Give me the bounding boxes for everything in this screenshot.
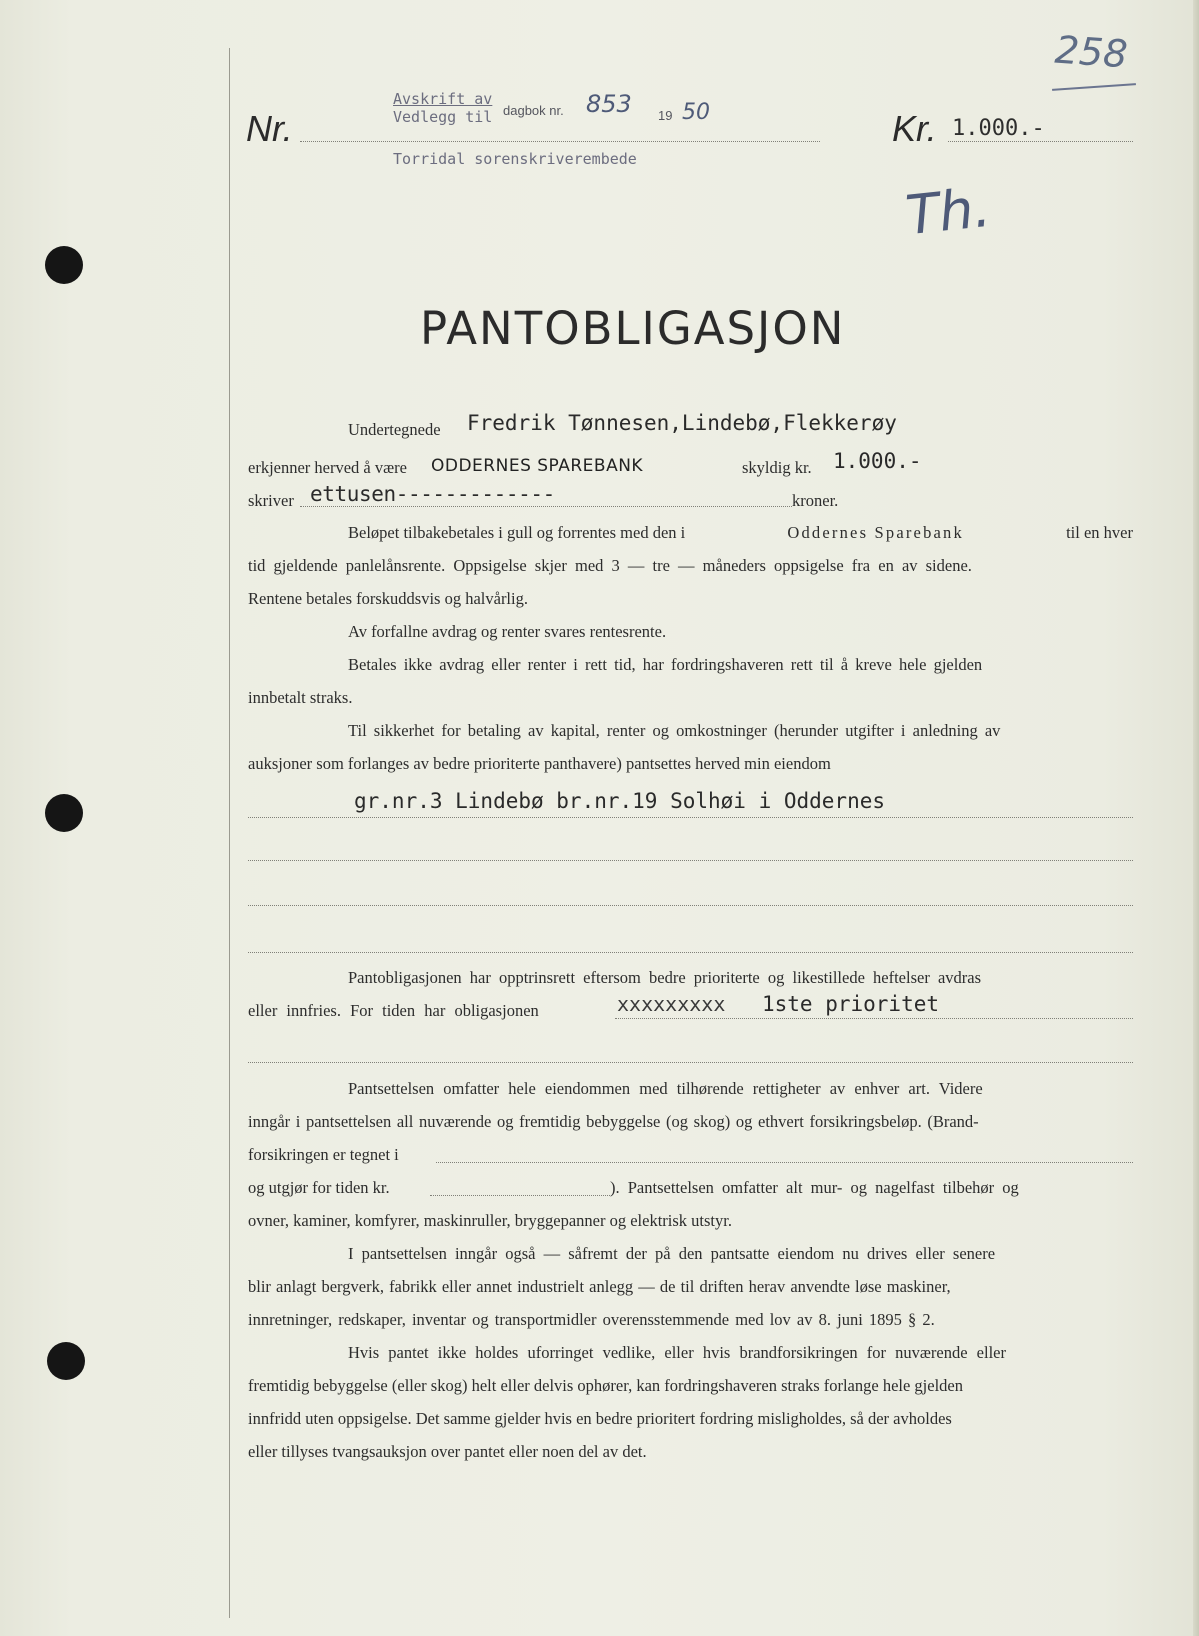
property-dotline-1 [248,817,1133,818]
stamp-dagbok-label: dagbok nr. [503,103,564,118]
para1-line2: tid gjeldende panlelånsrente. Oppsigelse skjer med 3 — tre — måneders oppsigelse fra en av sidene. [248,556,972,575]
dagbok-number: 853 [586,90,632,118]
bank-name: ODDERNES SPAREBANK [431,456,644,476]
punch-hole-top [45,246,83,284]
nr-label: Nr. [246,108,293,149]
para1-line1-a: Beløpet tilbakebetales i gull og forrentes med den i [348,523,686,542]
handwritten-initials: Th. [902,175,994,248]
para3-line1: Betales ikke avdrag eller renter i rett tid, har fordringshaveren rett til å kreve hele gjelden [348,655,983,674]
para1-line3: Rentene betales forskuddsvis og halvårlig. [248,589,528,608]
kr-label: Kr. [892,108,937,149]
para5-dotline [248,1062,1133,1063]
page-edge [1193,0,1199,1636]
priority: 1ste prioritet [762,992,940,1016]
property-dotline-3 [248,905,1133,906]
para6-line4-a: og utgjør for tiden kr. [248,1178,390,1197]
insurance-dotline [436,1162,1133,1163]
owes-label: skyldig kr. [742,458,812,477]
para8-line1: Hvis pantet ikke holdes uforringet vedlike, eller hvis brandforsikringen for nuværende eller [348,1343,1006,1362]
para1-line1-bank: Oddernes Sparebank [787,523,964,542]
document-title: PANTOBLIGASJON [420,302,846,355]
para2: Av forfallne avdrag og renter svares rentesrente. [348,622,667,641]
kr-dotline [948,141,1133,142]
para4-line2: auksjoner som forlanges av bedre prioriterte panthavere) pantsettes herved min eiendom [248,754,831,773]
para6-line2: inngår i pantsettelsen all nuværende og fremtidig bebyggelse (og skog) og ethvert forsikringsbeløp. (Brand- [248,1112,979,1131]
margin-rule [229,48,230,1618]
struck-priority: xxxxxxxxx [617,992,726,1016]
para1-line1 [348,523,1133,543]
para7-line2: blir anlagt bergverk, fabrikk eller annet industrielt anlegg — de til driften herav anvendte løse maskiner, [248,1277,951,1296]
nr-dotline [300,141,820,142]
priority-dotline [615,1018,1133,1019]
value-dotline [430,1195,610,1196]
acknowledge-prefix: erkjenner herved å være [248,458,407,477]
para6-line5: ovner, kaminer, komfyrer, maskinruller, bryggepanner og elektrisk utstyr. [248,1211,732,1230]
year-suffix: 50 [682,100,710,125]
writes-prefix: skriver [248,491,294,510]
para7-line3: innretninger, redskaper, inventar og transportmidler overensstemmende med lov av 8. juni 1895 § 2. [248,1310,935,1329]
para5-line1: Pantobligasjonen har opptrinsrett eftersom bedre prioriterte og likestillede heftelser avdras [348,968,982,987]
para4-line1: Til sikkerhet for betaling av kapital, renter og omkostninger (herunder utgifter i anledning av [348,721,1001,740]
writes-suffix: kroner. [792,491,839,510]
words-dotline [300,506,792,507]
para7-line1: I pantsettelsen inngår også — såfremt der på den pantsatte eiendom nu drives eller senere [348,1244,996,1263]
property-dotline-2 [248,860,1133,861]
property-description: gr.nr.3 Lindebø br.nr.19 Solhøi i Oddernes [354,789,886,813]
amount-in-words: ettusen------------- [310,482,555,506]
para6-line4-b: ). Pantsettelsen omfatter alt mur- og nagelfast tilbehør og [610,1178,1019,1197]
debtor-name: Fredrik Tønnesen,Lindebø,Flekkerøy [467,411,897,435]
para8-line4: eller tillyses tvangsauksjon over pantet eller noen del av det. [248,1442,647,1461]
punch-hole-middle [45,794,83,832]
para6-line1: Pantsettelsen omfatter hele eiendommen med tilhørende rettigheter av enhver art. Videre [348,1079,983,1098]
stamp-line-1: Avskrift av [393,90,493,108]
property-dotline-4 [248,952,1133,953]
page-number: 258 [1053,27,1129,77]
para1-line1-c: til en hver [1066,523,1133,542]
para8-line2: fremtidig bebyggelse (eller skog) helt eller delvis ophører, kan fordringshaveren straks forlange hele gjelden [248,1376,964,1395]
debtor-label: Undertegnede [348,420,441,439]
para3-line2: innbetalt straks. [248,688,353,707]
para6-line3: forsikringen er tegnet i [248,1145,399,1164]
owed-amount: 1.000.- [833,449,922,473]
punch-hole-bottom [47,1342,85,1380]
kr-amount: 1.000.- [952,116,1045,141]
stamp-office: Torridal sorenskriverembede [393,150,637,168]
para5-line2-prefix: eller innfries. For tiden har obligasjonen [248,1001,539,1020]
stamp-year-prefix: 19 [658,108,673,123]
stamp-line-2: Vedlegg til [393,108,493,126]
para8-line3: innfridd uten oppsigelse. Det samme gjelder hvis en bedre prioritert fordring misligholdes, så der avholdes [248,1409,952,1428]
